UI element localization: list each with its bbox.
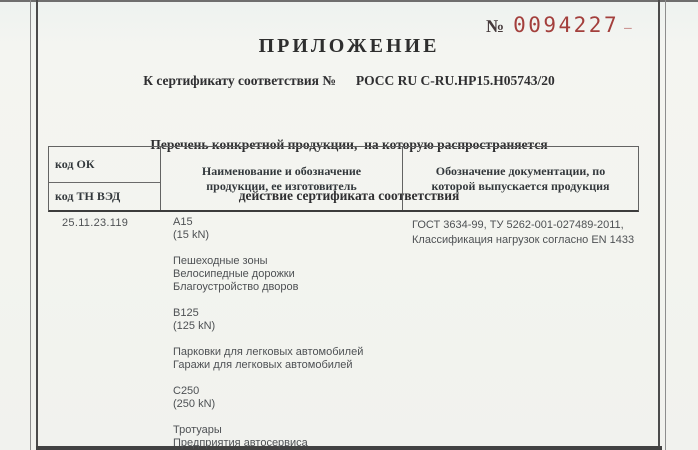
table-text-line: C250 <box>173 385 200 397</box>
certificate-number: РОСС RU C-RU.НР15.Н05743/20 <box>355 73 555 88</box>
table-text-line: Благоустройство дворов <box>173 281 299 293</box>
table-text-line: Пешеходные зоны <box>173 255 268 267</box>
frame-top-line <box>0 0 698 2</box>
table-text-line: Классификация нагрузок согласно EN 1433 <box>412 233 635 246</box>
table-text-line: Гаражи для легковых автомобилей <box>173 359 353 371</box>
subtitle-line-1: Перечень конкретной продукции, на которую распространяется <box>150 137 548 152</box>
table-text-line <box>173 411 405 424</box>
certificate-reference-label: К сертификату соответствия № <box>143 73 336 88</box>
table-text-line <box>173 242 405 255</box>
certificate-reference-line <box>40 73 658 89</box>
table-text-line: ГОСТ 3634-99, ТУ 5262-001-027489-2011, <box>412 219 624 231</box>
header-cell-code-tnved: код ТН ВЭД <box>55 189 121 203</box>
table-text-line: (250 kN) <box>173 398 216 410</box>
header-cell-product-name: Наименование и обозначение продукции, ее изготовитель <box>161 147 403 210</box>
frame-left-thin-line <box>30 0 31 450</box>
page-title: ПРИЛОЖЕНИЕ <box>258 35 440 57</box>
table-text-line: Тротуары <box>173 424 222 436</box>
header-cell-code-ok: код ОК <box>49 147 160 183</box>
certificate-number-stamp <box>486 13 632 37</box>
stamp-dash: – <box>624 20 632 36</box>
table-text-line: (125 kN) <box>173 320 216 332</box>
table-text-line: (15 kN) <box>173 229 210 241</box>
numero-sign: № <box>486 16 505 36</box>
table-text-line <box>173 294 405 307</box>
table-text-line: B125 <box>173 307 199 319</box>
frame-right-thick-line <box>658 0 660 450</box>
subtitle-line-2: действие сертификата соответствия <box>238 188 460 203</box>
table-text-line: Велосипедные дорожки <box>173 268 295 280</box>
stamp-number: 0094227 <box>513 13 620 37</box>
table-text-line: Парковки для легковых автомобилей <box>173 346 364 358</box>
frame-left-thick-line <box>36 0 38 450</box>
table-cell-product-code: 25.11.23.119 <box>62 217 129 229</box>
header-codes-column <box>49 147 161 210</box>
table-text-line <box>173 333 405 346</box>
frame-right-thin-line <box>665 0 666 450</box>
table-text-line: A15 <box>173 216 193 228</box>
products-table-header <box>48 146 639 212</box>
table-cell-documentation <box>412 218 648 247</box>
table-text-line <box>173 372 405 385</box>
table-text-line: Предприятия автосервиса <box>173 437 308 449</box>
table-cell-product-list <box>173 216 405 450</box>
header-cell-documentation: Обозначение документации, по которой выпускается продукция <box>431 163 610 193</box>
